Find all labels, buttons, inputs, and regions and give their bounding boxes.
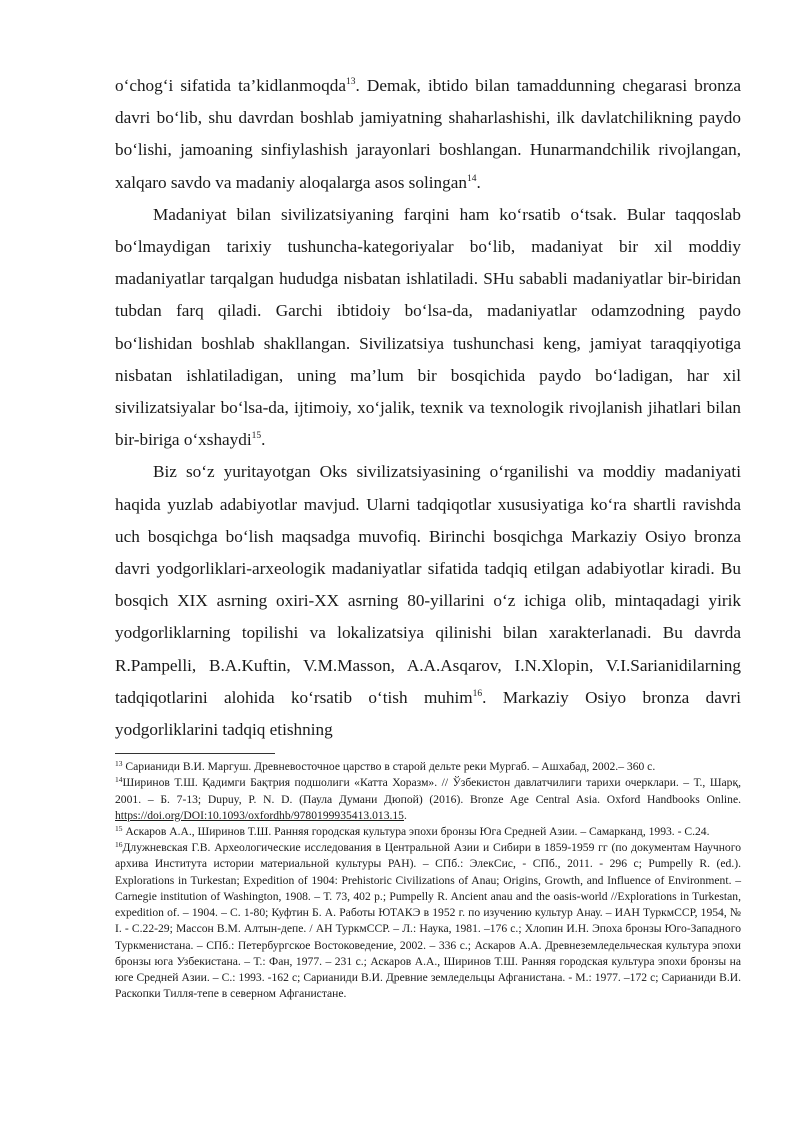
paragraph-1-text-c: . [476,172,481,192]
footnote-text: Аскаров А.А., Ширинов Т.Ш. Ранняя городская культура эпохи бронзы Юга Средней Азии. – Самарканд, 1993. - С.24. [122,825,710,839]
footnotes [115,759,741,1002]
paragraph-1-text-b: . Demak, ibtido bilan tamaddunning chegarasi bronza davri bo‘lib, shu davrdan boshlab jamiyatning shaharlashishi, ilk davlatchilikning paydo bo‘lishi, jamoaning sinfiylashish jarayonlari boshlangan. Hunarmandchilik rivojlangan, xalqaro savdo va madaniy aloqalarga asos solingan [115,76,741,192]
footnote-ref-15[interactable]: 15 [251,431,262,442]
footnote-ref-14[interactable]: 14 [466,173,477,184]
footnote-14 [115,775,741,824]
footnote-ref-16[interactable]: 16 [472,688,483,699]
footnote-number: 14 [115,775,123,785]
footnote-number: 15 [115,824,123,834]
footnote-number: 16 [115,840,123,850]
paragraph-3-text-a: Biz so‘z yuritayotgan Oks sivilizatsiyasining o‘rganilishi va moddiy madaniyati haqida yuzlab adabiyotlar mavjud. Ularni tadqiqotlar xususiyatiga ko‘ra shartli ravishda uch bosqichga bo‘lish maqsadga muvofiq. Birinchi bosqichga Markaziy Osiyo bronza davri yodgorliklari-arxeologik madaniyatlar sifatida tadqiq etilgan adabiyotlar kiradi. Bu bosqich XIX asrning oxiri-XX asrning 80-yillarini o‘z ichiga olib, mintaqadagi yirik yodgorliklarning topilishi va lokalizatsiya qilinishi bilan xarakterlanadi. Bu davrda R.Pampelli, B.A.Kuftin, V.M.Masson, A.A.Asqarov, I.N.Xlopin, V.I.Sarianidilarning tadqiqotlarini alohida ko‘rsatib o‘tish muhim [115,462,741,707]
footnote-13 [115,759,741,775]
paragraph-2-text-a: Madaniyat bilan sivilizatsiyaning farqini ham ko‘rsatib o‘tsak. Bular taqqoslab bo‘lmaydigan tarixiy tushuncha-kategoriyalar bo‘lib, madaniyat bir xil moddiy madaniyatlar tarqalgan hududga nisbatan ishlatiladi. SHu sababli madaniyatlar bir-biridan tubdan farq qiladi. Garchi ibtidoiy bo‘lsa-da, madaniyatlar odamzodning paydo bo‘lishidan boshlab shakllangan. Sivilizatsiya tushunchasi keng, jamiyat taraqqiyotiga nisbatan ishlatiladigan, uning ma’lum bir bosqichida paydo bo‘ladigan, har xil sivilizatsiyalar bo‘lsa-da, ijtimoiy, xo‘jalik, texnik va texnologik rivojlanish jihatlari bilan bir-biriga o‘xshaydi [115,204,741,450]
paragraph-1-text-a: o‘chog‘i sifatida ta’kidlanmoqda [115,76,346,95]
footnote-15 [115,824,741,840]
body-text [115,70,741,746]
footnote-number: 13 [115,759,123,769]
footnote-separator [115,753,275,754]
footnote-16 [115,840,741,1002]
footnote-ref-13[interactable]: 13 [345,77,356,87]
paragraph-3-text-b: . Markaziy Osiyo bronza davri yodgorliklarini tadqiq etishning [115,687,741,740]
footnote-text-tail: . [403,808,407,822]
paragraph-3 [115,456,741,746]
document-page [115,70,741,1002]
footnote-text: Длужневская Г.В. Археологические исследования в Центральной Азии и Сибири в 1859-1959 гг (по документам Научного архива Института истории материальной культуры РАН). – СПб.: ЭлекСис, - СПб., 2011. - 296 с; Pumpelly R. (ed.). Explorations in Turkestan; Expedition of 1904: Prehistoric Civilizations of Anau; Origins, Growth, and Influence of Environment. – Carnegie institution of Washington, 1908. – Т. 73, 402 p.; Pumpelly R. Ancient anau and the oasis-world //Explorations in Turkestan, expedition of. – 1904. – С. 1-80; Куфтин Б. А. Работы ЮТАКЭ в 1952 г. по изучению культур Анау. – ИАН ТуркмССР, 1954, № I. - С.22-29; Массон В.М. Алтын-депе. / АН ТуркмССР. – Л.: Наука, 1981. –176 с.; Хлопин И.Н. Эпоха бронзы Юго-Западного Туркменистана. – СПб.: Петербургское Востоковедение, 2002. – 336 с.; Аскаров А.А. Древнеземледельческая культура эпохи бронзы юга Узбекистана. – Т.: Фан, 1977. – 231 с.; Аскаров А.А., Ширинов Т.Ш. Ранняя городская культура эпохи бронзы на юге Средней Азии. – С.: 1993. -162 с; Сарианиди В.И. Древние земледельцы Афганистана. - М.: 1977. –172 с; Сарианиди В.И. Раскопки Тилля-тепе в северном Афганистане. [115,841,741,1001]
paragraph-2 [115,199,741,457]
footnote-text: Ширинов Т.Ш. Қадимги Бақтрия подшолиги «Катта Хоразм». // Ўзбекистон давлатчилиги тарихи очерклари. – Т., Шарқ, 2001. – Б. 7-13; Dupuy, P. N. D. (Паула Думани Дюпой) (2016). Bronze Age Central Asia. Oxford Handbooks Online. [115,776,741,806]
footnote-text: Сарианиди В.И. Маргуш. Древневосточное царство в старой дельте реки Мургаб. – Ашхабад, 2002.– 360 с. [122,760,656,774]
paragraph-1 [115,70,741,199]
paragraph-2-text-b: . [261,430,266,450]
doi-link[interactable]: https://doi.org/DOI:10.1093/oxfordhb/9780199935413.013.15 [115,808,404,822]
